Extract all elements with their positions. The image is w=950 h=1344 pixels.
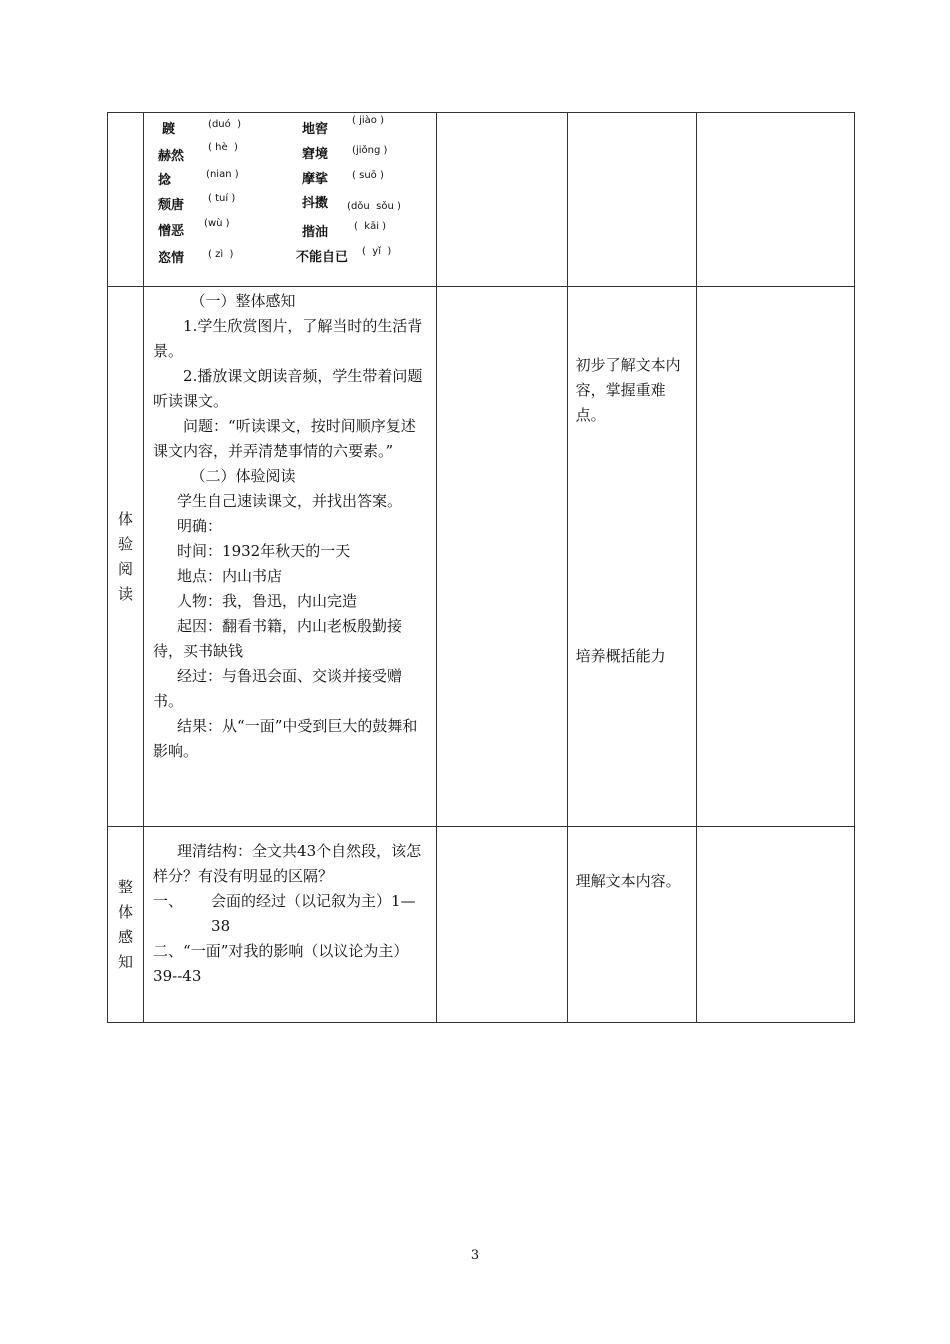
vocab-word: 不能自已 — [296, 250, 349, 265]
vocab-cell — [144, 113, 437, 287]
intent-note: 初步了解文本内容，掌握重难点。 — [575, 356, 681, 424]
paragraph: 理清结构：全文共43个自然段，该怎样分？有没有明显的区隔？ — [153, 842, 422, 885]
vocab-pinyin: ( zì ) — [208, 249, 234, 260]
vocab-word: 踱 — [162, 122, 176, 137]
label-char: 阅 — [118, 560, 134, 578]
vocab-pinyin: (nian ) — [206, 169, 239, 180]
subheading: （二）体验阅读 — [190, 467, 296, 485]
vocab-pinyin: ( yǐ ) — [362, 246, 392, 257]
vocab-word: 颓唐 — [158, 198, 185, 213]
paragraph: 明确： — [177, 517, 223, 535]
vocab-label-cell — [108, 113, 144, 287]
vocab-word: 窘境 — [302, 147, 329, 162]
lesson-plan-table — [107, 112, 855, 1023]
activity-text — [144, 827, 436, 989]
intent-note: 理解文本内容。 — [575, 872, 681, 890]
page-number: 3 — [470, 1248, 480, 1263]
vocab-pinyin: ( hè ) — [208, 142, 238, 153]
label-char: 验 — [118, 535, 134, 553]
paragraph: 问题：“听读课文，按时间顺序复述课文内容，并弄清楚事情的六要素。” — [153, 417, 416, 460]
paragraph: 地点：内山书店 — [177, 567, 283, 585]
list-number: 一、 — [153, 892, 184, 910]
overview-row — [108, 827, 855, 1023]
section-label — [108, 287, 143, 607]
activity-text — [144, 287, 436, 764]
label-char: 整 — [118, 878, 134, 896]
vocab-word: 恣情 — [158, 251, 185, 266]
vocab-pinyin: (duó ) — [208, 119, 242, 130]
vocab-pinyin: ( jiào ) — [352, 115, 385, 126]
section-label-cell — [108, 827, 144, 1023]
vocab-word: 地窖 — [302, 122, 329, 137]
paragraph: 学生自己速读课文，并找出答案。 — [177, 492, 403, 510]
label-char: 读 — [118, 585, 134, 603]
vocab-word: 憎恶 — [158, 224, 185, 239]
empty-cell — [567, 113, 696, 287]
vocab-word: 赫然 — [158, 149, 185, 164]
vocab-pinyin: ( kāi ) — [354, 221, 387, 232]
intent-cell — [567, 287, 696, 827]
vocab-pinyin: (jiǒng ) — [352, 145, 388, 156]
empty-cell — [437, 827, 567, 1023]
intent-cell — [567, 827, 696, 1023]
paragraph: 时间：1932年秋天的一天 — [177, 542, 351, 560]
activity-cell — [144, 287, 437, 827]
label-char: 知 — [118, 953, 134, 971]
paragraph: 2.播放课文朗读音频，学生带着问题听读课文。 — [153, 367, 423, 410]
label-char: 体 — [118, 903, 134, 921]
list-item — [153, 889, 430, 939]
activity-cell — [144, 827, 437, 1023]
paragraph: 起因：翻看书籍，内山老板殷勤接待，买书缺钱 — [153, 617, 403, 660]
vocab-row — [108, 113, 855, 287]
reading-row — [108, 287, 855, 827]
paragraph: 结果：从“一面”中受到巨大的鼓舞和影响。 — [153, 717, 418, 760]
empty-cell — [696, 287, 854, 827]
vocab-pinyin: (dǒu sǒu ) — [347, 201, 401, 212]
empty-cell — [696, 113, 854, 287]
vocab-word: 摩挲 — [302, 172, 329, 187]
section-label — [108, 827, 143, 975]
list-item: 二、“一面”对我的影响（以议论为主）39--43 — [153, 942, 409, 985]
vocab-word: 抖擞 — [302, 196, 329, 211]
vocab-word: 捻 — [158, 173, 172, 188]
section-label-cell — [108, 287, 144, 827]
intent-note: 培养概括能力 — [575, 647, 666, 665]
vocab-pinyin: ( suō ) — [352, 170, 384, 181]
label-char: 体 — [118, 510, 134, 528]
list-text: 会面的经过（以记叙为主）1—38 — [211, 892, 416, 935]
empty-cell — [437, 113, 567, 287]
label-char: 感 — [118, 928, 134, 946]
subheading: （一）整体感知 — [190, 292, 296, 310]
paragraph: 经过：与鲁迅会面、交谈并接受赠书。 — [153, 667, 403, 710]
empty-cell — [437, 287, 567, 827]
paragraph: 人物：我，鲁迅，内山完造 — [177, 592, 358, 610]
empty-cell — [696, 827, 854, 1023]
vocab-word: 揩油 — [302, 225, 329, 240]
vocab-pinyin: ( tuí ) — [208, 193, 236, 204]
paragraph: 1.学生欣赏图片，了解当时的生活背景。 — [153, 317, 423, 360]
vocab-pinyin: (wù ) — [204, 218, 230, 229]
